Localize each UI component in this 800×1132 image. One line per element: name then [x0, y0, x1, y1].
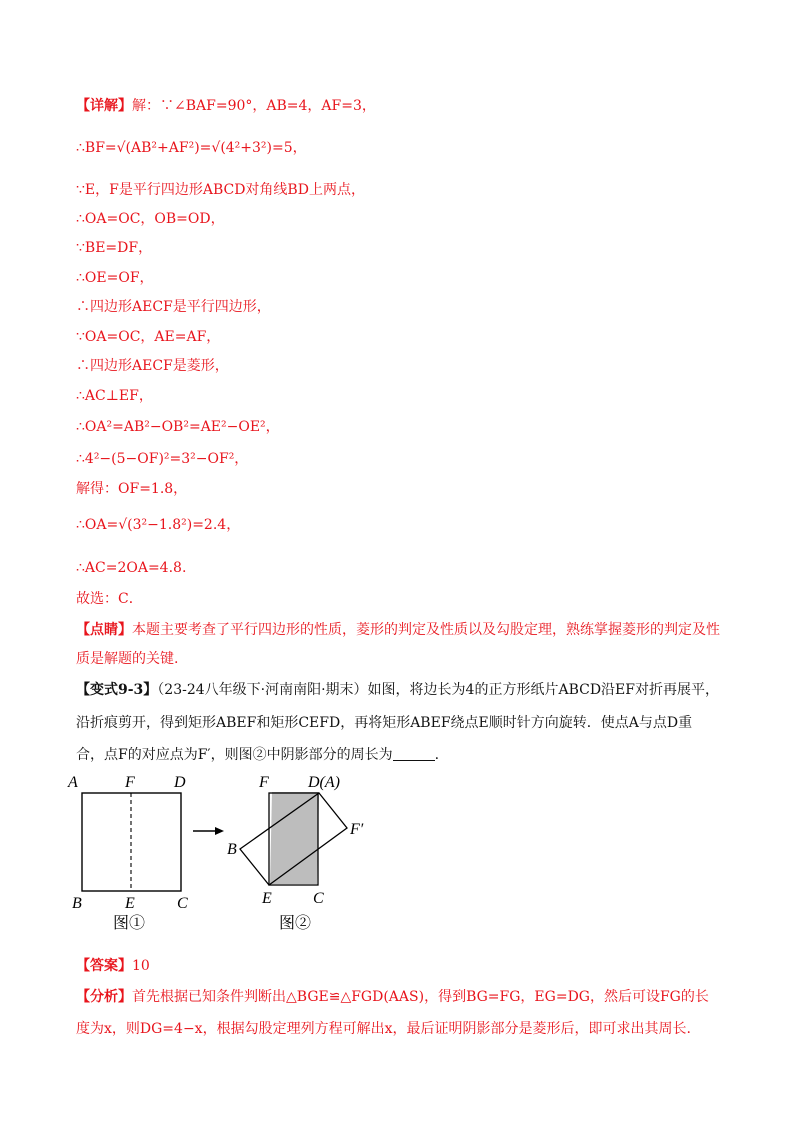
fig2-label-c: C — [313, 890, 324, 907]
fig2-label-fprime: F′ — [350, 821, 364, 838]
problem-line-2: 沿折痕剪开，得到矩形ABEF和矩形CEFD，再将矩形ABEF绕点E顺时针方向旋转．使点A与点D重 — [76, 715, 693, 731]
analysis-line-1 — [76, 987, 709, 1007]
analysis-text-1: 首先根据已知条件判断出△BGE≌△FGD(AAS)，得到BG=FG，EG=DG，然后可设FG的长 — [132, 989, 709, 1005]
figure-1 — [67, 774, 188, 932]
fig1-label-a: A — [68, 774, 78, 791]
figure-2 — [227, 774, 364, 932]
problem-text-3-end: . — [434, 747, 440, 763]
fig1-label-b: B — [72, 895, 82, 912]
solution-line-11: ∴OA²=AB²−OB²=AE²−OE²， — [76, 419, 280, 435]
problem-text-1: （23-24八年级下·河南南阳·期末）如图，将边长为4的正方形纸片ABCD沿EF对折再展平， — [157, 682, 719, 698]
solution-line-4: ∴OA=OC，OB=OD， — [76, 211, 225, 227]
analysis-tag: 【分析】 — [76, 989, 132, 1005]
fig1-label-c: C — [177, 895, 188, 912]
detail-tag: 【详解】 — [76, 98, 132, 114]
solution-line-14: ∴OA=√(3²−1.8²)=2.4， — [76, 517, 241, 533]
analysis-line-2: 度为x，则DG=4−x，根据勾股定理列方程可解出x，最后证明阴影部分是菱形后，即可求出其周长. — [76, 1021, 691, 1037]
answer-tag: 【答案】 — [76, 958, 132, 974]
geometry-figure — [0, 740, 800, 940]
fig2-label-f: F — [259, 774, 269, 791]
arrow-icon — [193, 827, 224, 835]
fig1-caption: 图① — [113, 915, 146, 932]
solution-line-16: 故选：C． — [76, 591, 143, 607]
problem-line-1 — [76, 680, 719, 700]
answer-value: 10 — [132, 958, 150, 974]
solution-line-12: ∴4²−(5−OF)²=3²−OF²， — [76, 451, 249, 467]
fig2-label-b: B — [227, 841, 237, 858]
comment-line-1 — [76, 620, 720, 640]
fig1-label-e: E — [125, 895, 135, 912]
answer-line — [76, 956, 150, 976]
shaded-rhombus — [270, 792, 319, 884]
solution-line-15: ∴AC=2OA=4.8. — [76, 560, 187, 576]
solution-line-13: 解得：OF=1.8， — [76, 481, 188, 497]
fig1-label-d: D — [174, 774, 186, 791]
problem-text-3: 合，点F的对应点为F′，则图②中阴影部分的周长为 — [76, 747, 393, 763]
comment-line-2: 质是解题的关键. — [76, 651, 179, 667]
solution-line-2: ∴BF=√(AB²+AF²)=√(4²+3²)=5， — [76, 140, 307, 156]
solution-line-7: ∴四边形AECF是平行四边形， — [76, 299, 271, 315]
comment-text-1: 本题主要考查了平行四边形的性质，菱形的判定及性质以及勾股定理，熟练掌握菱形的判定及性 — [132, 622, 720, 638]
fig2-caption: 图② — [279, 915, 312, 932]
solution-line-5: ∵BE=DF， — [76, 240, 153, 256]
detail-text: 解：∵∠BAF=90°，AB=4，AF=3， — [132, 98, 376, 114]
fig1-label-f: F — [125, 774, 135, 791]
solution-line-10: ∴AC⊥EF， — [76, 388, 153, 404]
fig2-label-e: E — [262, 890, 272, 907]
solution-line-9: ∴四边形AECF是菱形， — [76, 358, 229, 374]
solution-line-3: ∵E，F是平行四边形ABCD对角线BD上两点， — [76, 182, 365, 198]
fig2-label-da: D(A) — [308, 774, 340, 791]
problem-tag: 【变式9-3】 — [76, 682, 158, 698]
solution-line-6: ∴OE=OF， — [76, 270, 154, 286]
solution-line-8: ∵OA=OC，AE=AF， — [76, 329, 221, 345]
detail-line — [76, 96, 376, 116]
comment-tag: 【点睛】 — [76, 622, 132, 638]
